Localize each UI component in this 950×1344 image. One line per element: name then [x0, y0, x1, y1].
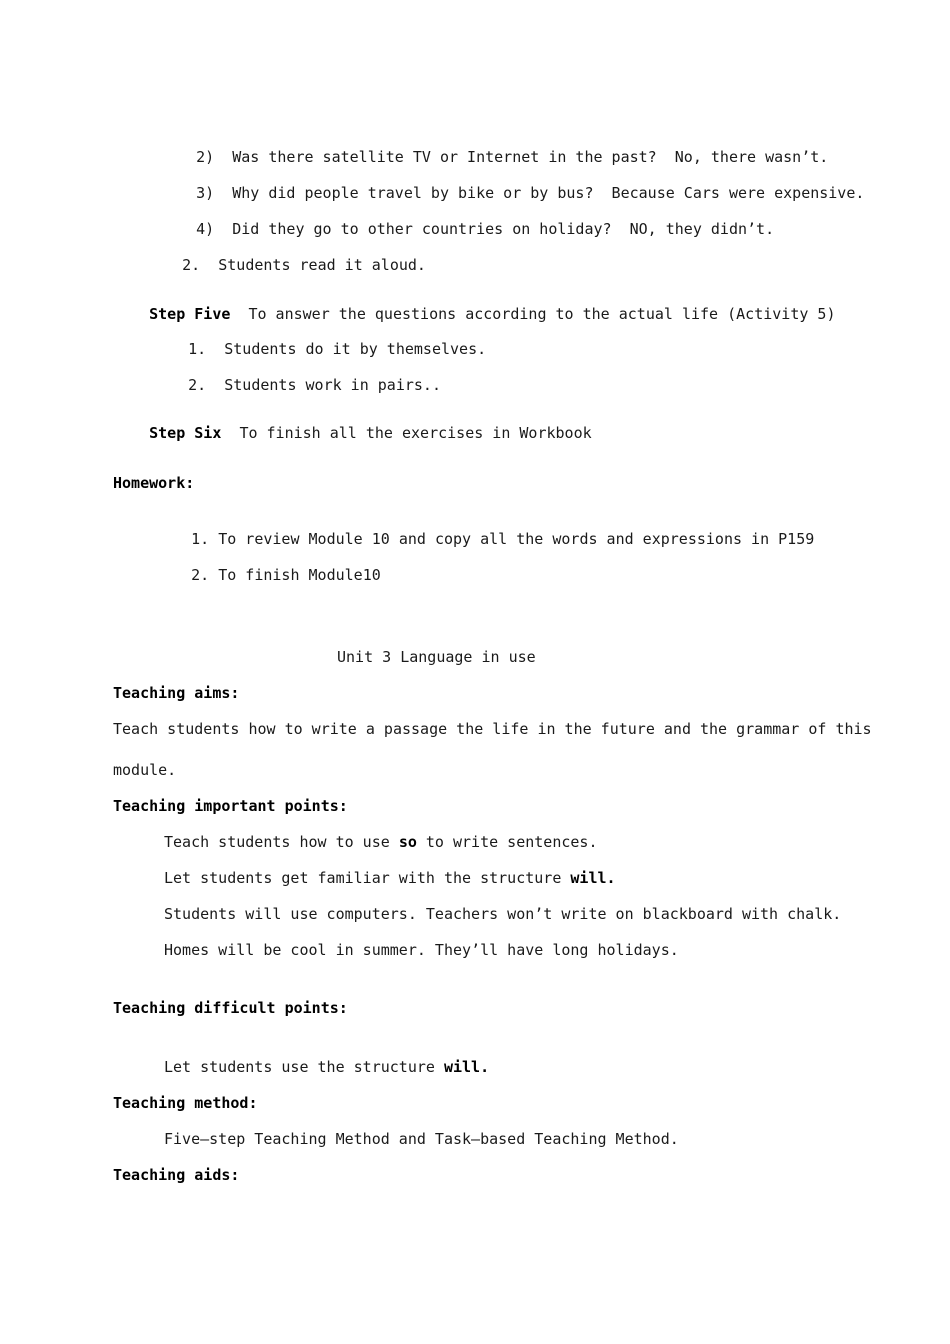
list-text: Why did people travel by bike or by bus? Because Cars were expensive.: [232, 184, 865, 202]
list-number: 2): [196, 148, 215, 166]
homework-heading: Homework:: [113, 474, 195, 492]
teaching-method-text: Five—step Teaching Method and Task—based Teaching Method.: [164, 1130, 679, 1148]
list-text: To review Module 10 and copy all the words and expressions in P159: [218, 530, 815, 548]
step-five-text: To answer the questions according to the actual life (Activity 5): [248, 305, 836, 323]
teaching-aims-heading: Teaching aims:: [113, 684, 240, 702]
important-point: Homes will be cool in summer. They’ll have long holidays.: [164, 941, 679, 959]
list-number: 2.: [188, 376, 207, 394]
list-text: Students work in pairs..: [224, 376, 441, 394]
list-item: [155, 545, 381, 605]
list-number: 2.: [182, 256, 201, 274]
teaching-method-heading: Teaching method:: [113, 1094, 258, 1112]
list-number: 2.: [191, 566, 210, 584]
list-number: 4): [196, 220, 215, 238]
keyword-will: will.: [570, 869, 616, 887]
list-number: 1.: [191, 530, 210, 548]
keyword-so: so: [398, 833, 417, 851]
list-text: Did they go to other countries on holiday? NO, they didn’t.: [232, 220, 775, 238]
teaching-aids-heading: Teaching aids:: [113, 1166, 240, 1184]
difficult-points-heading: Teaching difficult points:: [113, 999, 348, 1017]
important-point: Teach students how to use so to write sentences.: [164, 833, 598, 851]
step-five-label: Step Five: [149, 305, 231, 323]
step-six-label: Step Six: [149, 424, 222, 442]
difficult-point: Let students use the structure will.: [164, 1058, 490, 1076]
list-text: Students do it by themselves.: [224, 340, 487, 358]
unit-title: Unit 3 Language in use: [337, 648, 536, 666]
list-number: 3): [196, 184, 215, 202]
step-six-text: To finish all the exercises in Workbook: [239, 424, 592, 442]
teaching-aims-text: Teach students how to write a passage the life in the future and the grammar of this: [113, 720, 872, 738]
important-point: Let students get familiar with the structure will.: [164, 869, 616, 887]
important-points-heading: Teaching important points:: [113, 797, 348, 815]
list-text: Was there satellite TV or Internet in the past? No, there wasn’t.: [232, 148, 829, 166]
keyword-will: will.: [443, 1058, 490, 1076]
list-text: Students read it aloud.: [218, 256, 426, 274]
step-six-heading: [113, 403, 592, 463]
teaching-aims-text-continued: module.: [113, 761, 177, 779]
list-number: 1.: [188, 340, 207, 358]
list-text: To finish Module10: [218, 566, 381, 584]
important-point: Students will use computers. Teachers won’t write on blackboard with chalk.: [164, 905, 842, 923]
